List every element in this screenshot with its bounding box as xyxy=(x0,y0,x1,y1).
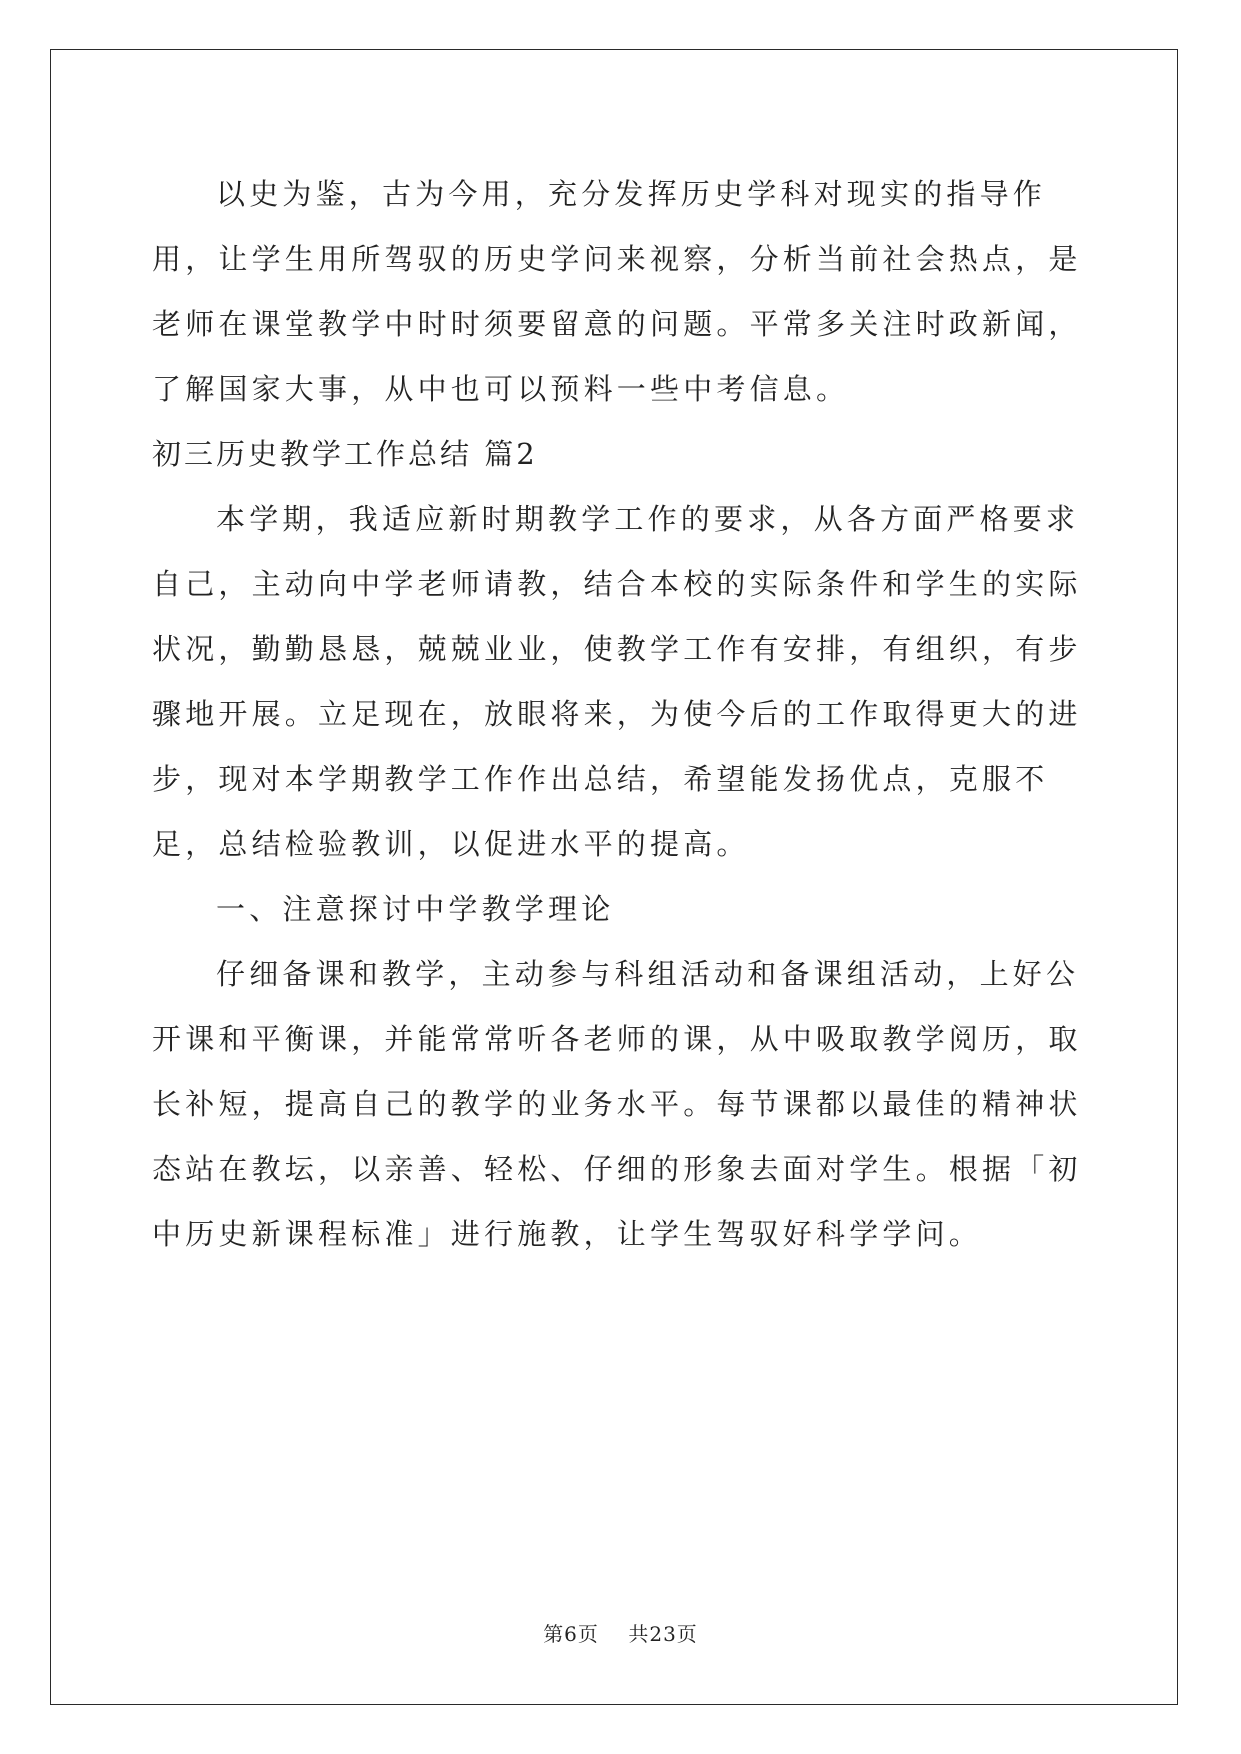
paragraph-semester-summary: 本学期，我适应新时期教学工作的要求，从各方面严格要求自己，主动向中学老师请教，结合本校的实际条件和学生的实际状况，勤勤恳恳，兢兢业业，使教学工作有安排，有组织，有步骤地开展。立足现在，放眼将来，为使今后的工作取得更大的进步，现对本学期教学工作作出总结，希望能发扬优点，克服不足，总结检验教训，以促进水平的提高。 xyxy=(152,502,1082,861)
document-body xyxy=(152,162,1092,1267)
section-heading: 初三历史教学工作总结 篇2 xyxy=(152,437,538,471)
paragraph-history-guidance: 以史为鉴，古为今用，充分发挥历史学科对现实的指导作用，让学生用所驾驭的历史学问来视察，分析当前社会热点，是老师在课堂教学中时时须要留意的问题。平常多关注时政新闻，了解国家大事，从中也可以预料一些中考信息。 xyxy=(152,177,1082,406)
subheading-teaching-theory: 一、注意探讨中学教学理论 xyxy=(216,892,615,926)
page-number: 第6页 共23页 xyxy=(543,1622,698,1646)
page-footer xyxy=(0,1618,1241,1647)
paragraph-lesson-preparation: 仔细备课和教学，主动参与科组活动和备课组活动，上好公开课和平衡课，并能常常听各老师的课，从中吸取教学阅历，取长补短，提高自己的教学的业务水平。每节课都以最佳的精神状态站在教坛，以亲善、轻松、仔细的形象去面对学生。根据「初中历史新课程标准」进行施教，让学生驾驭好科学学问。 xyxy=(152,957,1082,1251)
